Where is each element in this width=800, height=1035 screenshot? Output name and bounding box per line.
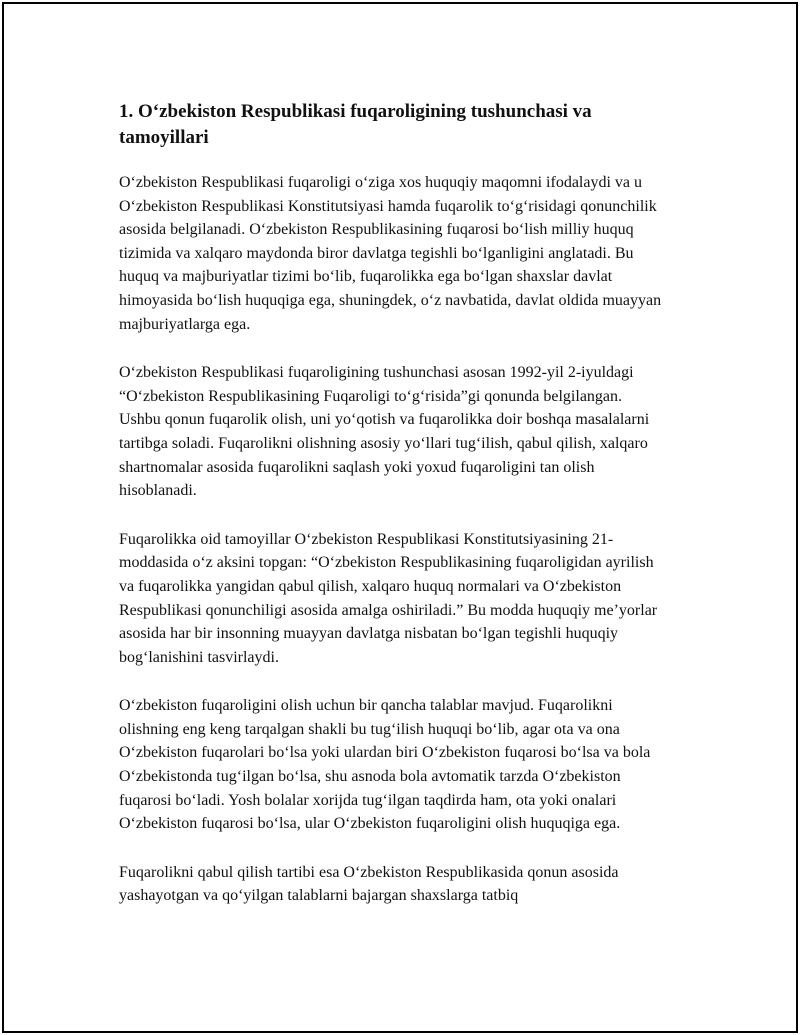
- paragraph-1: O‘zbekiston Respublikasi fuqaroligi o‘ziga xos huquqiy maqomni ifodalaydi va u O‘zbekiston Respublikasi Konstitutsiyasi hamda fuqarolik to‘g‘risidagi qonunchilik asosida belgilanadi. O‘zbekiston Respublikasining fuqarosi bo‘lish milliy huquq tizimida va xalqaro maydonda biror davlatga tegishli bo‘lganligini anglatadi. Bu huquq va majburiyatlar tizimi bo‘lib, fuqarolikka ega bo‘lgan shaxslar davlat himoyasida bo‘lish huquqiga ega, shuningdek, o‘z navbatida, davlat oldida muayyan majburiyatlarga ega.: [119, 174, 662, 333]
- paragraph-2: O‘zbekiston Respublikasi fuqaroligining tushunchasi asosan 1992-yil 2-iyuldagi “O‘zbekiston Respublikasining Fuqaroligi to‘g‘risida”gi qonunda belgilangan. Ushbu qonun fuqarolik olish, uni yo‘qotish va fuqarolikka doir boshqa masalalarni tartibga soladi. Fuqarolikni olishning asosiy yo‘llari tug‘ilish, qabul qilish, xalqaro shartnomalar asosida fuqarolikni saqlash yoki yoxud fuqaroligini tan olish hisoblanadi.: [119, 364, 650, 500]
- paragraph-4: O‘zbekiston fuqaroligini olish uchun bir qancha talablar mavjud. Fuqarolikni olishning eng keng tarqalgan shakli bu tug‘ilish huquqi bo‘lib, agar ota va ona O‘zbekiston fuqarolari bo‘lsa yoki ulardan biri O‘zbekiston fuqarosi bo‘lsa va bola O‘zbekistonda tug‘ilgan bo‘lsa, shu asnoda bola avtomatik tarzda O‘zbekiston fuqarosi bo‘ladi. Yosh bolalar xorijda tug‘ilgan taqdirda ham, ota yoki onalari O‘zbekiston fuqarosi bo‘lsa, ular O‘zbekiston fuqaroligini olish huquqiga ega.: [119, 697, 651, 833]
- paragraph-3: Fuqarolikka oid tamoyillar O‘zbekiston Respublikasi Konstitutsiyasining 21-moddasida o‘z aksini topgan: “O‘zbekiston Respublikasining fuqaroligidan ayrilish va fuqarolikka yangidan qabul qilish, xalqaro huquq normalari va O‘zbekiston Respublikasi qonunchiligi asosida amalga oshiriladi.” Bu modda huquqiy me’yorlar asosida har bir insonning muayyan davlatga nisbatan bo‘lgan tegishli huquqiy bog‘lanishini tasvirlaydi.: [119, 530, 658, 666]
- section-heading: 1. O‘zbekiston Respublikasi fuqaroligining tushunchasi va tamoyillari: [119, 101, 592, 148]
- document-page: [2, 2, 798, 1033]
- document-body: [119, 99, 667, 933]
- paragraph-5: Fuqarolikni qabul qilish tartibi esa O‘zbekiston Respublikasida qonun asosida yashayotgan va qo‘yilgan talablarni bajargan shaxslarga tatbiq: [119, 863, 619, 905]
